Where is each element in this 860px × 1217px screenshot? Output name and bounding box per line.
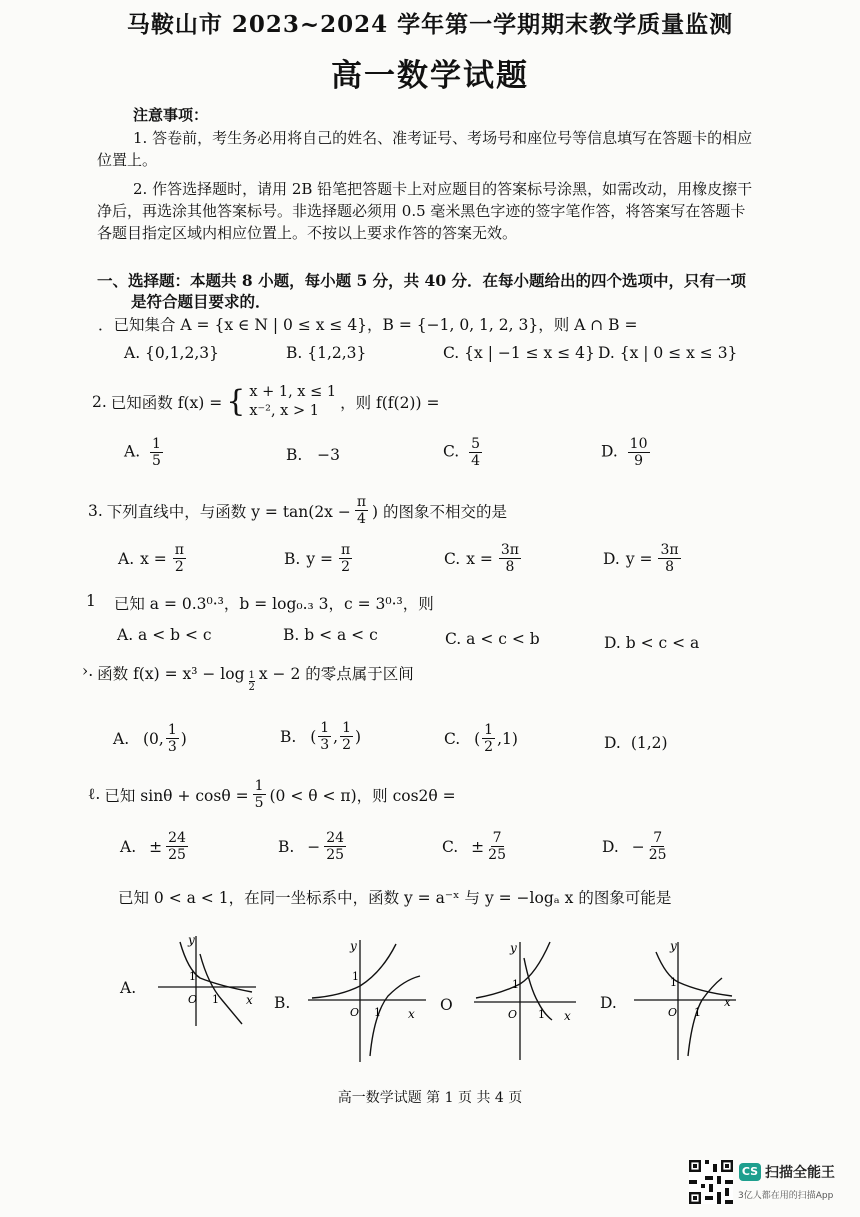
fraction <box>628 436 650 469</box>
log-base-fraction <box>249 670 255 693</box>
fraction-numerator: 1 <box>342 720 352 736</box>
question-6-stem <box>88 778 456 811</box>
fraction <box>150 436 163 469</box>
interval-open: ( <box>474 729 481 748</box>
fraction <box>649 830 667 863</box>
question-2-stem <box>92 383 439 421</box>
fraction <box>340 720 353 753</box>
option-label: B. <box>280 727 297 746</box>
fraction-numerator: 24 <box>168 830 186 846</box>
fraction-denominator: 3 <box>320 737 330 753</box>
fraction <box>482 722 495 755</box>
option-label: D. <box>603 549 620 568</box>
question-6-number: ℓ. <box>88 785 101 803</box>
question-5-stem-pre: 函数 f(x) = x³ − log <box>97 665 245 683</box>
question-2-number: 2. <box>92 393 107 411</box>
question-2-option-d <box>601 436 650 469</box>
piecewise-case-2: x⁻², x > 1 <box>249 403 319 419</box>
question-3-number: 3. <box>88 501 103 520</box>
fraction-denominator: 4 <box>356 511 366 527</box>
x-label: x <box>724 995 731 1009</box>
option-label: B. <box>284 549 301 568</box>
question-2-option-b <box>286 446 340 464</box>
fraction <box>324 830 346 863</box>
question-3-option-c <box>444 542 521 575</box>
exam-header-title: 马鞍山市 2023~2024 学年第一学期期末教学质量监测 <box>126 11 734 38</box>
fraction-numerator: π <box>341 542 351 558</box>
question-6-option-d <box>602 830 667 863</box>
question-3-stem-post: ) 的图象不相交的是 <box>372 502 508 521</box>
question-4-option-b: B. b < a < c <box>283 626 378 644</box>
option-sign: ± <box>149 837 163 856</box>
question-7-option-a-label: A. <box>120 979 137 997</box>
origin-label: O <box>350 1006 360 1019</box>
fraction-numerator: 1 <box>484 722 494 738</box>
fraction-denominator: 25 <box>488 847 506 863</box>
question-6-stem-pre: 已知 sinθ + cosθ = <box>104 786 249 805</box>
fraction <box>469 436 482 469</box>
question-5-option-a <box>113 722 187 755</box>
fraction-denominator: 3 <box>167 739 177 755</box>
question-1-option-d: D. {x | 0 ≤ x ≤ 3} <box>598 344 738 362</box>
question-1-option-c: C. {x | −1 ≤ x ≤ 4} <box>443 344 595 362</box>
fraction-numerator: π <box>174 542 184 558</box>
option-label: D. <box>602 837 619 856</box>
y-label: y <box>670 939 677 953</box>
note-2-line-3: 各题目指定区域内相应位置上。不按以上要求作答的答案无效。 <box>97 224 518 242</box>
fraction-denominator: 4 <box>471 453 481 469</box>
fraction-numerator: 7 <box>492 830 502 846</box>
fraction-denominator: 2 <box>341 559 351 575</box>
curve-exponential <box>656 952 732 996</box>
origin-label: O <box>508 1008 518 1021</box>
fraction <box>173 542 186 575</box>
tick-label-1: 1 <box>189 970 196 983</box>
y-label: y <box>350 939 357 953</box>
fraction-denominator: 9 <box>634 453 644 469</box>
option-lhs: y = <box>306 549 333 568</box>
option-label: C. <box>444 729 461 748</box>
option-value: −3 <box>317 446 340 464</box>
option-label: A. <box>113 729 130 748</box>
note-1-line-2: 位置上。 <box>97 151 158 169</box>
question-6-option-b <box>278 830 346 863</box>
question-2-stem-pre: 已知函数 f(x) = <box>110 394 223 412</box>
question-5-stem-post: x − 2 的零点属于区间 <box>258 665 414 683</box>
option-label: D. <box>604 734 621 752</box>
graph-option-c <box>470 936 580 1064</box>
fraction-numerator: 1 <box>254 778 264 794</box>
fraction <box>166 722 179 755</box>
section-1-instructions-cont: 是符合题目要求的． <box>131 292 271 311</box>
fraction <box>318 720 331 753</box>
curve-exponential <box>180 942 252 992</box>
fraction-denominator: 8 <box>505 559 515 575</box>
fraction <box>253 778 266 811</box>
question-4-stem-text: 已知 a = 0.3⁰·³，b = log₀.₃ 3，c = 3⁰·³，则 <box>113 595 434 613</box>
interval-close: ) <box>180 729 187 748</box>
question-3-option-a <box>118 542 186 575</box>
piecewise-case-1: x + 1, x ≤ 1 <box>249 384 337 400</box>
interval-close: ,1) <box>497 729 518 748</box>
camscanner-logo: CS <box>739 1163 761 1181</box>
question-5-option-d <box>604 734 668 752</box>
option-label: A. <box>124 442 141 461</box>
option-label: B. <box>286 446 303 464</box>
option-label: A. <box>118 549 135 568</box>
fraction-denominator: 25 <box>326 847 345 863</box>
question-7-option-d-label: D. <box>600 994 617 1012</box>
y-label: y <box>510 941 517 955</box>
tick-label-1: 1 <box>374 1006 381 1019</box>
fraction-denominator: 2 <box>174 559 184 575</box>
question-1-option-a: A. {0,1,2,3} <box>124 344 219 362</box>
piecewise-brace: { <box>226 384 246 419</box>
x-label: x <box>564 1009 571 1023</box>
fraction-numerator: 3π <box>660 542 679 558</box>
fraction <box>488 830 506 863</box>
question-3-option-b <box>284 542 352 575</box>
fraction-denominator: 25 <box>648 847 667 863</box>
option-sign: − <box>631 837 645 856</box>
fraction-denominator: 8 <box>665 559 674 575</box>
question-7-option-b-label: B. <box>274 994 291 1012</box>
question-2-stem-post: ，则 f(f(2)) = <box>340 394 440 412</box>
origin-label: O <box>668 1006 678 1019</box>
fraction-denominator: 5 <box>254 795 264 811</box>
fraction-numerator: 7 <box>653 830 663 846</box>
interval-comma: , <box>333 727 339 746</box>
question-6-option-c <box>442 830 506 863</box>
question-3-stem <box>88 494 507 527</box>
scanner-app-name: 扫描全能王 <box>765 1165 835 1181</box>
question-5-option-c <box>444 722 518 755</box>
option-lhs: x = <box>466 549 493 568</box>
question-4-option-a: A. a < b < c <box>117 626 212 644</box>
question-7-stem: 已知 0 < a < 1，在同一坐标系中，函数 y = a⁻ˣ 与 y = −logₐ x 的图象可能是 <box>118 889 672 907</box>
fraction <box>658 542 680 575</box>
question-1-option-b: B. {1,2,3} <box>286 344 367 362</box>
graph-option-d <box>630 936 740 1064</box>
option-label: C. <box>444 549 461 568</box>
piecewise-cases <box>249 383 336 421</box>
fraction-numerator: 1 <box>320 720 330 736</box>
question-4-stem <box>86 592 434 614</box>
note-1-line-1: 1. 答卷前，考生务必用将自己的姓名、准考证号、考场号和座位号等信息填写在答题卡的相应 <box>133 129 753 147</box>
tick-label-1: 1 <box>352 970 359 983</box>
y-label: y <box>188 933 195 947</box>
origin-label: O <box>188 993 198 1006</box>
option-label: C. <box>443 442 460 461</box>
fraction-numerator: π <box>356 494 367 510</box>
qr-code-icon <box>689 1160 733 1204</box>
fraction <box>339 542 352 575</box>
option-lhs: y = <box>625 549 653 568</box>
option-label: C. <box>442 837 459 856</box>
option-lhs: x = <box>140 549 167 568</box>
fraction-denominator: 25 <box>168 847 186 863</box>
scanner-tagline: 3亿人都在用的扫描App <box>738 1191 834 1201</box>
question-5-stem <box>82 662 414 693</box>
option-value: (1,2) <box>630 734 668 752</box>
interval-open: ( <box>310 727 317 746</box>
fraction-numerator: 1 <box>167 722 177 738</box>
fraction-numerator: 3π <box>500 542 519 558</box>
tick-label-1: 1 <box>212 993 219 1006</box>
question-5-option-b <box>280 720 361 753</box>
interval-close: ) <box>355 727 362 746</box>
graph-option-b <box>300 936 430 1066</box>
question-6-option-a <box>120 830 188 863</box>
tick-label-1: 1 <box>512 978 519 991</box>
question-4-option-d: D. b < c < a <box>604 634 700 652</box>
option-sign: − <box>307 837 321 856</box>
question-5-number: ›. <box>82 662 94 680</box>
question-3-stem-pre: 下列直线中，与函数 y = tan(2x − <box>106 502 351 521</box>
option-label: A. <box>120 837 137 856</box>
question-4-option-c: C. a < c < b <box>445 630 540 648</box>
fraction-numerator: 1 <box>151 436 161 452</box>
tick-label-1: 1 <box>538 1008 545 1021</box>
fraction-numerator: 10 <box>629 436 648 452</box>
tick-label-1: 1 <box>694 1006 701 1019</box>
interval-open: (0, <box>142 729 164 748</box>
section-1-instructions: 一、选择题：本题共 8 小题，每小题 5 分，共 40 分．在每小题给出的四个选项中，只有一项 <box>97 271 747 290</box>
fraction-denominator: 2 <box>342 737 352 753</box>
fraction-denominator: 5 <box>151 453 161 469</box>
question-6-stem-post: (0 < θ < π)，则 cos2θ = <box>269 786 456 805</box>
fraction-denominator: 2 <box>248 682 255 693</box>
fraction-denominator: 2 <box>484 739 494 755</box>
page-footer: 高一数学试题 第 1 页 共 4 页 <box>337 1090 523 1106</box>
question-2-option-c <box>443 436 482 469</box>
fraction-numerator: 24 <box>326 830 345 846</box>
option-label: B. <box>278 837 295 856</box>
fraction <box>166 830 188 863</box>
fraction <box>355 494 368 527</box>
fraction-numerator: 5 <box>471 436 481 452</box>
option-label: D. <box>601 442 618 461</box>
x-label: x <box>408 1007 415 1021</box>
question-3-option-d <box>603 542 681 575</box>
graph-option-a <box>150 930 260 1030</box>
fraction <box>499 542 521 575</box>
question-4-number: 1 <box>86 592 96 610</box>
question-1-stem: ．已知集合 A = {x ∈ N | 0 ≤ x ≤ 4}，B = {−1, 0, 1, 2, 3}，则 A ∩ B = <box>98 316 638 334</box>
exam-subject-title: 高一数学试题 <box>331 58 529 94</box>
question-7-option-c-label: O <box>440 996 453 1014</box>
note-2-line-2: 净后，再选涂其他答案标号。非选择题必须用 0.5 毫米黑色字迹的签字笔作答，将答案写在答题卡 <box>97 202 746 220</box>
question-2-option-a <box>124 436 163 469</box>
notes-heading: 注意事项： <box>133 106 209 124</box>
option-sign: ± <box>471 837 485 856</box>
tick-label-1: 1 <box>670 976 677 989</box>
x-label: x <box>246 993 253 1007</box>
note-2-line-1: 2. 作答选择题时，请用 2B 铅笔把答题卡上对应题目的答案标号涂黑，如需改动，用橡皮擦干 <box>133 180 753 198</box>
fraction-numerator: 1 <box>248 670 255 681</box>
